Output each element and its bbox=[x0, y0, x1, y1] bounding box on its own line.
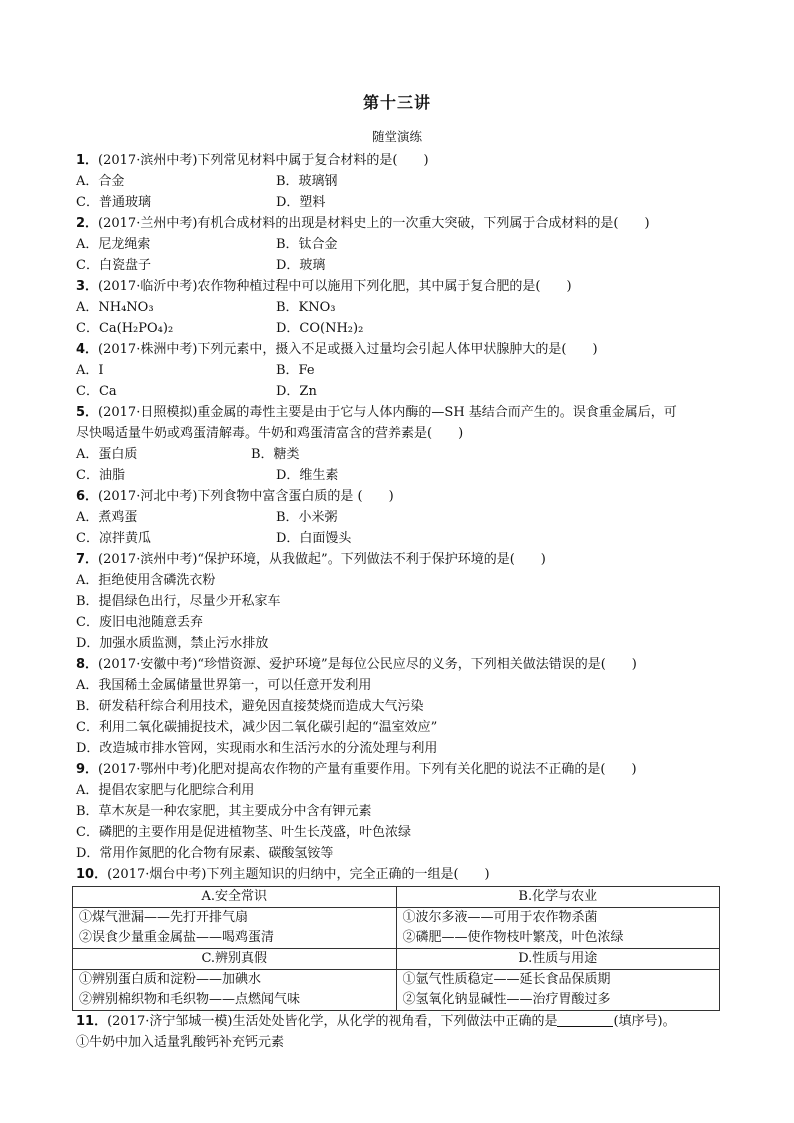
options-row bbox=[76, 297, 726, 318]
option-b[interactable]: B．研发秸秆综合利用技术，避免因直接焚烧而造成大气污染 bbox=[76, 699, 424, 714]
option-a[interactable]: A．蛋白质 bbox=[76, 447, 138, 462]
table-header-b: B.化学与农业 bbox=[396, 887, 720, 908]
question-list bbox=[76, 150, 726, 1053]
option-b[interactable]: B．Fe bbox=[276, 363, 315, 378]
option-c[interactable]: C．油脂 bbox=[76, 468, 125, 483]
table-cell-line: ①波尔多液——可用于农作物杀菌 bbox=[402, 910, 598, 925]
option-c[interactable]: C．白瓷盘子 bbox=[76, 258, 151, 273]
option-a[interactable]: A．NH₄NO₃ bbox=[76, 300, 154, 315]
table-cell-line: ②误食少量重金属盐——喝鸡蛋清 bbox=[79, 930, 275, 945]
option-b[interactable]: B．钛合金 bbox=[276, 237, 338, 252]
question-number: 4． bbox=[76, 342, 99, 357]
options-row bbox=[76, 171, 726, 192]
question-stem: (2017·滨州中考)下列常见材料中属于复合材料的是( ) bbox=[98, 153, 429, 168]
option-d[interactable]: D．加强水质监测，禁止污水排放 bbox=[76, 636, 269, 651]
question-4 bbox=[76, 339, 726, 360]
table-cell-c[interactable] bbox=[73, 970, 397, 1011]
table-cell-line: ①氩气性质稳定——延长食品保质期 bbox=[402, 972, 611, 987]
options-row bbox=[76, 192, 726, 213]
question-6 bbox=[76, 486, 726, 507]
question-number: 6． bbox=[76, 489, 99, 504]
question-stem: (2017·滨州中考)“保护环境，从我做起”。下列做法不利于保护环境的是( ) bbox=[98, 552, 546, 567]
question-stem: (2017·临沂中考)农作物种植过程中可以施用下列化肥，其中属于复合肥的是( ) bbox=[98, 279, 572, 294]
knowledge-table bbox=[72, 886, 720, 1011]
question-number: 7． bbox=[76, 552, 99, 567]
answer-blank[interactable] bbox=[557, 1012, 613, 1027]
option-a[interactable]: A．尼龙绳索 bbox=[76, 237, 151, 252]
options-row bbox=[76, 444, 726, 465]
table-cell-line: ②氢氧化钠显碱性——治疗胃酸过多 bbox=[402, 992, 611, 1007]
table-header-a: A.安全常识 bbox=[73, 887, 397, 908]
option-d[interactable]: D．常用作氮肥的化合物有尿素、碳酸氢铵等 bbox=[76, 846, 334, 861]
question-9 bbox=[76, 759, 726, 780]
question-stem: (2017·河北中考)下列食物中富含蛋白质的是 ( ) bbox=[98, 489, 394, 504]
list-item: ①牛奶中加入适量乳酸钙补充钙元素 bbox=[76, 1035, 285, 1050]
question-stem-tail: (填序号)。 bbox=[613, 1014, 676, 1029]
option-d[interactable]: D．改造城市排水管网，实现雨水和生活污水的分流处理与利用 bbox=[76, 741, 438, 756]
question-1 bbox=[76, 150, 726, 171]
options-row bbox=[76, 318, 726, 339]
option-a[interactable]: A．提倡农家肥与化肥综合利用 bbox=[76, 783, 255, 798]
options-row bbox=[76, 234, 726, 255]
question-stem: (2017·日照模拟)重金属的毒性主要是由于它与人体内酶的—SH 基结合而产生的。误食重金属后，可 bbox=[98, 405, 677, 420]
option-b[interactable]: B．小米粥 bbox=[276, 510, 338, 525]
question-number: 8． bbox=[76, 657, 99, 672]
question-number: 9． bbox=[76, 762, 99, 777]
table-cell-line: ②磷肥——使作物枝叶繁茂，叶色浓绿 bbox=[402, 930, 624, 945]
option-a[interactable]: A．我国稀土金属储量世界第一，可以任意开发利用 bbox=[76, 678, 372, 693]
table-cell-a[interactable] bbox=[73, 908, 397, 949]
option-c[interactable]: C．利用二氧化碳捕捉技术，减少因二氧化碳引起的“温室效应” bbox=[76, 720, 438, 735]
option-d[interactable]: D．白面馒头 bbox=[276, 531, 352, 546]
question-number: 11． bbox=[76, 1014, 108, 1029]
option-b[interactable]: B．KNO₃ bbox=[276, 300, 336, 315]
option-b[interactable]: B．玻璃钢 bbox=[276, 174, 338, 189]
question-stem: (2017·兰州中考)有机合成材料的出现是材料史上的一次重大突破，下列属于合成材料的是( ) bbox=[98, 216, 650, 231]
option-a[interactable]: A．合金 bbox=[76, 174, 125, 189]
question-8 bbox=[76, 654, 726, 675]
question-10 bbox=[76, 864, 726, 885]
question-stem: (2017·烟台中考)下列主题知识的归纳中，完全正确的一组是( ) bbox=[107, 867, 490, 882]
table-cell-line: ①辨别蛋白质和淀粉——加碘水 bbox=[79, 972, 262, 987]
table-cell-line: ①煤气泄漏——先打开排气扇 bbox=[79, 910, 249, 925]
question-2 bbox=[76, 213, 726, 234]
question-stem-continued: 尽快喝适量牛奶或鸡蛋清解毒。牛奶和鸡蛋清富含的营养素是( ) bbox=[76, 426, 464, 441]
option-a[interactable]: A．拒绝使用含磷洗衣粉 bbox=[76, 573, 216, 588]
option-a[interactable]: A．煮鸡蛋 bbox=[76, 510, 138, 525]
table-cell-line: ②辨别棉织物和毛织物——点燃闻气味 bbox=[79, 992, 301, 1007]
option-d[interactable]: D．CO(NH₂)₂ bbox=[276, 321, 364, 336]
question-3 bbox=[76, 276, 726, 297]
table-header-c: C.辨别真假 bbox=[73, 949, 397, 970]
options-row bbox=[76, 507, 726, 528]
options-row bbox=[76, 255, 726, 276]
options-row bbox=[76, 465, 726, 486]
options-row bbox=[76, 528, 726, 549]
question-11 bbox=[76, 1011, 726, 1032]
question-stem: (2017·鄂州中考)化肥对提高农作物的产量有重要作用。下列有关化肥的说法不正确的是( ) bbox=[98, 762, 637, 777]
option-d[interactable]: D．Zn bbox=[276, 384, 317, 399]
question-stem: (2017·济宁邹城一模)生活处处皆化学，从化学的视角看，下列做法中正确的是 bbox=[107, 1014, 558, 1029]
option-b[interactable]: B．草木灰是一种农家肥，其主要成分中含有钾元素 bbox=[76, 804, 372, 819]
option-a[interactable]: A．I bbox=[76, 363, 104, 378]
question-stem: (2017·株洲中考)下列元素中，摄入不足或摄入过量均会引起人体甲状腺肿大的是( ) bbox=[98, 342, 598, 357]
page-subtitle: 随堂演练 bbox=[371, 129, 422, 144]
option-c[interactable]: C．磷肥的主要作用是促进植物茎、叶生长茂盛，叶色浓绿 bbox=[76, 825, 411, 840]
question-number: 2． bbox=[76, 216, 99, 231]
options-row bbox=[76, 360, 726, 381]
option-c[interactable]: C．废旧电池随意丢弃 bbox=[76, 615, 203, 630]
option-c[interactable]: C．Ca(H₂PO₄)₂ bbox=[76, 321, 174, 336]
option-b[interactable]: B．糖类 bbox=[251, 447, 300, 462]
question-stem: (2017·安徽中考)“珍惜资源、爱护环境”是每位公民应尽的义务，下列相关做法错误的是( ) bbox=[98, 657, 637, 672]
table-cell-d[interactable] bbox=[396, 970, 720, 1011]
table-header-d: D.性质与用途 bbox=[396, 949, 720, 970]
option-d[interactable]: D．塑料 bbox=[276, 195, 326, 210]
option-b[interactable]: B．提倡绿色出行，尽量少开私家车 bbox=[76, 594, 281, 609]
question-number: 5． bbox=[76, 405, 99, 420]
table-cell-b[interactable] bbox=[396, 908, 720, 949]
option-d[interactable]: D．维生素 bbox=[276, 468, 339, 483]
question-number: 3． bbox=[76, 279, 99, 294]
option-c[interactable]: C．普通玻璃 bbox=[76, 195, 151, 210]
question-number: 10． bbox=[76, 867, 108, 882]
page-title: 第十三讲 bbox=[362, 93, 431, 112]
question-number: 1． bbox=[76, 153, 99, 168]
options-row bbox=[76, 381, 726, 402]
question-7 bbox=[76, 549, 726, 570]
option-c[interactable]: C．凉拌黄瓜 bbox=[76, 531, 151, 546]
question-5 bbox=[76, 402, 726, 423]
option-d[interactable]: D．玻璃 bbox=[276, 258, 326, 273]
option-c[interactable]: C．Ca bbox=[76, 384, 117, 399]
